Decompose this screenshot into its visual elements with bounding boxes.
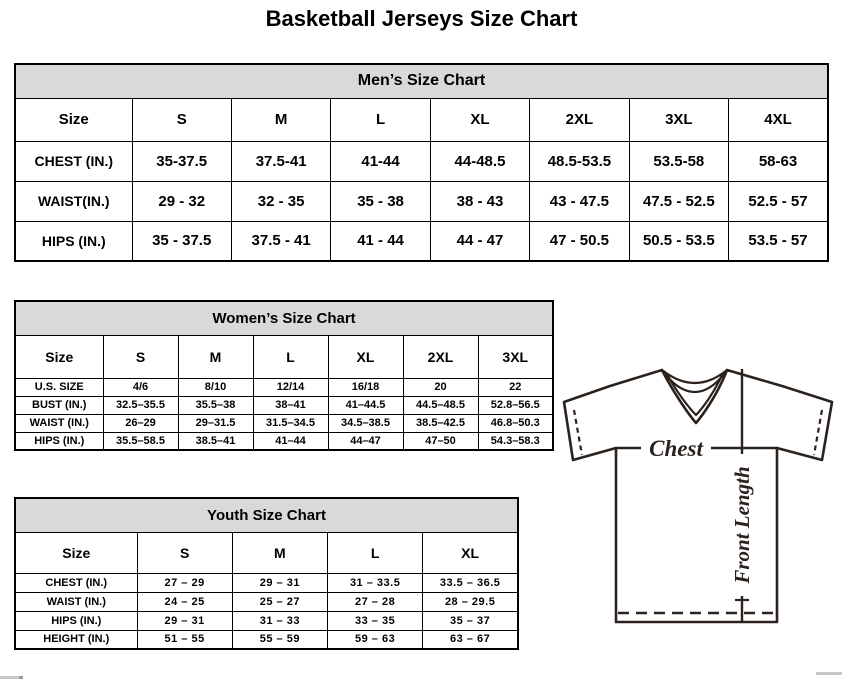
mens-header-row [15, 98, 828, 141]
youth-cell: 55 – 59 [232, 630, 327, 649]
womens-cell: 46.8–50.3 [478, 414, 553, 432]
youth-cell: 27 – 29 [137, 573, 232, 592]
womens-col-header: S [103, 335, 178, 378]
mens-cell: 37.5-41 [231, 141, 330, 181]
youth-row-label: HEIGHT (IN.) [15, 630, 137, 649]
mens-col-header: L [331, 98, 430, 141]
womens-cell: 12/14 [253, 378, 328, 396]
youth-row-label: WAIST (IN.) [15, 592, 137, 611]
mens-cell: 41-44 [331, 141, 430, 181]
womens-cell: 34.5–38.5 [328, 414, 403, 432]
page-title: Basketball Jerseys Size Chart [265, 6, 578, 31]
womens-col-header: M [178, 335, 253, 378]
youth-header-row [15, 532, 518, 573]
youth-cell: 24 – 25 [137, 592, 232, 611]
womens-cell: 16/18 [328, 378, 403, 396]
mens-cell: 53.5 - 57 [729, 221, 828, 261]
mens-chart-title: Men’s Size Chart [15, 64, 828, 98]
mens-cell: 37.5 - 41 [231, 221, 330, 261]
womens-cell: 20 [403, 378, 478, 396]
womens-waist-row [15, 414, 553, 432]
womens-cell: 41–44 [253, 432, 328, 450]
womens-cell: 29–31.5 [178, 414, 253, 432]
youth-cell: 31 – 33.5 [328, 573, 423, 592]
mens-cell: 44-48.5 [430, 141, 529, 181]
mens-row-label: WAIST(IN.) [15, 181, 132, 221]
mens-col-header: S [132, 98, 231, 141]
youth-chest-row [15, 573, 518, 592]
mens-cell: 50.5 - 53.5 [629, 221, 728, 261]
womens-row-label: HIPS (IN.) [15, 432, 103, 450]
womens-cell: 38–41 [253, 396, 328, 414]
mens-cell: 48.5-53.5 [530, 141, 629, 181]
womens-row-label: BUST (IN.) [15, 396, 103, 414]
youth-waist-row [15, 592, 518, 611]
womens-col-header: XL [328, 335, 403, 378]
youth-cell: 59 – 63 [328, 630, 423, 649]
womens-cell: 44.5–48.5 [403, 396, 478, 414]
womens-cell: 4/6 [103, 378, 178, 396]
womens-cell: 8/10 [178, 378, 253, 396]
jersey-measurement-diagram [560, 360, 843, 635]
mens-col-header: M [231, 98, 330, 141]
mens-cell: 47.5 - 52.5 [629, 181, 728, 221]
womens-cell: 35.5–58.5 [103, 432, 178, 450]
youth-col-header: S [137, 532, 232, 573]
mens-cell: 58-63 [729, 141, 828, 181]
womens-cell: 35.5–38 [178, 396, 253, 414]
womens-cell: 54.3–58.3 [478, 432, 553, 450]
womens-col-header: Size [15, 335, 103, 378]
womens-size-table [14, 300, 554, 451]
youth-cell: 63 – 67 [423, 630, 518, 649]
mens-cell: 35-37.5 [132, 141, 231, 181]
womens-cell: 47–50 [403, 432, 478, 450]
mens-row-label: CHEST (IN.) [15, 141, 132, 181]
youth-height-row [15, 630, 518, 649]
mens-cell: 35 - 37.5 [132, 221, 231, 261]
womens-cell: 32.5–35.5 [103, 396, 178, 414]
youth-cell: 31 – 33 [232, 611, 327, 630]
mens-cell: 32 - 35 [231, 181, 330, 221]
womens-cell: 31.5–34.5 [253, 414, 328, 432]
womens-cell: 26–29 [103, 414, 178, 432]
youth-cell: 33 – 35 [328, 611, 423, 630]
youth-cell: 25 – 27 [232, 592, 327, 611]
mens-waist-row [15, 181, 828, 221]
youth-col-header: XL [423, 532, 518, 573]
mens-cell: 35 - 38 [331, 181, 430, 221]
youth-col-header: L [328, 532, 423, 573]
womens-col-header: L [253, 335, 328, 378]
youth-chart-title: Youth Size Chart [15, 498, 518, 532]
youth-col-header: M [232, 532, 327, 573]
scrollbar-fragment-right [816, 672, 842, 675]
mens-col-header: 3XL [629, 98, 728, 141]
mens-col-header: XL [430, 98, 529, 141]
womens-col-header: 3XL [478, 335, 553, 378]
womens-cell: 38.5–42.5 [403, 414, 478, 432]
womens-cell: 52.8–56.5 [478, 396, 553, 414]
youth-cell: 51 – 55 [137, 630, 232, 649]
mens-col-header: 4XL [729, 98, 828, 141]
womens-cell: 22 [478, 378, 553, 396]
youth-cell: 33.5 – 36.5 [423, 573, 518, 592]
mens-cell: 52.5 - 57 [729, 181, 828, 221]
womens-hips-row [15, 432, 553, 450]
youth-cell: 28 – 29.5 [423, 592, 518, 611]
youth-hips-row [15, 611, 518, 630]
womens-ussize-row [15, 378, 553, 396]
womens-chart-title: Women’s Size Chart [15, 301, 553, 335]
mens-size-table [14, 63, 829, 262]
youth-cell: 29 – 31 [137, 611, 232, 630]
womens-cell: 38.5–41 [178, 432, 253, 450]
womens-row-label: U.S. SIZE [15, 378, 103, 396]
youth-cell: 27 – 28 [328, 592, 423, 611]
front-length-label: Front Length [730, 466, 754, 584]
womens-bust-row [15, 396, 553, 414]
womens-col-header: 2XL [403, 335, 478, 378]
womens-header-row [15, 335, 553, 378]
youth-cell: 29 – 31 [232, 573, 327, 592]
mens-cell: 38 - 43 [430, 181, 529, 221]
mens-cell: 41 - 44 [331, 221, 430, 261]
jersey-outline-icon [564, 370, 832, 622]
mens-cell: 44 - 47 [430, 221, 529, 261]
youth-cell: 35 – 37 [423, 611, 518, 630]
mens-cell: 43 - 47.5 [530, 181, 629, 221]
mens-cell: 29 - 32 [132, 181, 231, 221]
mens-chest-row [15, 141, 828, 181]
mens-hips-row [15, 221, 828, 261]
womens-cell: 44–47 [328, 432, 403, 450]
womens-cell: 41–44.5 [328, 396, 403, 414]
youth-row-label: CHEST (IN.) [15, 573, 137, 592]
mens-cell: 53.5-58 [629, 141, 728, 181]
mens-col-header: 2XL [530, 98, 629, 141]
youth-col-header: Size [15, 532, 137, 573]
chest-label: Chest [649, 436, 703, 461]
youth-row-label: HIPS (IN.) [15, 611, 137, 630]
mens-row-label: HIPS (IN.) [15, 221, 132, 261]
mens-col-header: Size [15, 98, 132, 141]
youth-size-table [14, 497, 519, 650]
womens-row-label: WAIST (IN.) [15, 414, 103, 432]
mens-cell: 47 - 50.5 [530, 221, 629, 261]
